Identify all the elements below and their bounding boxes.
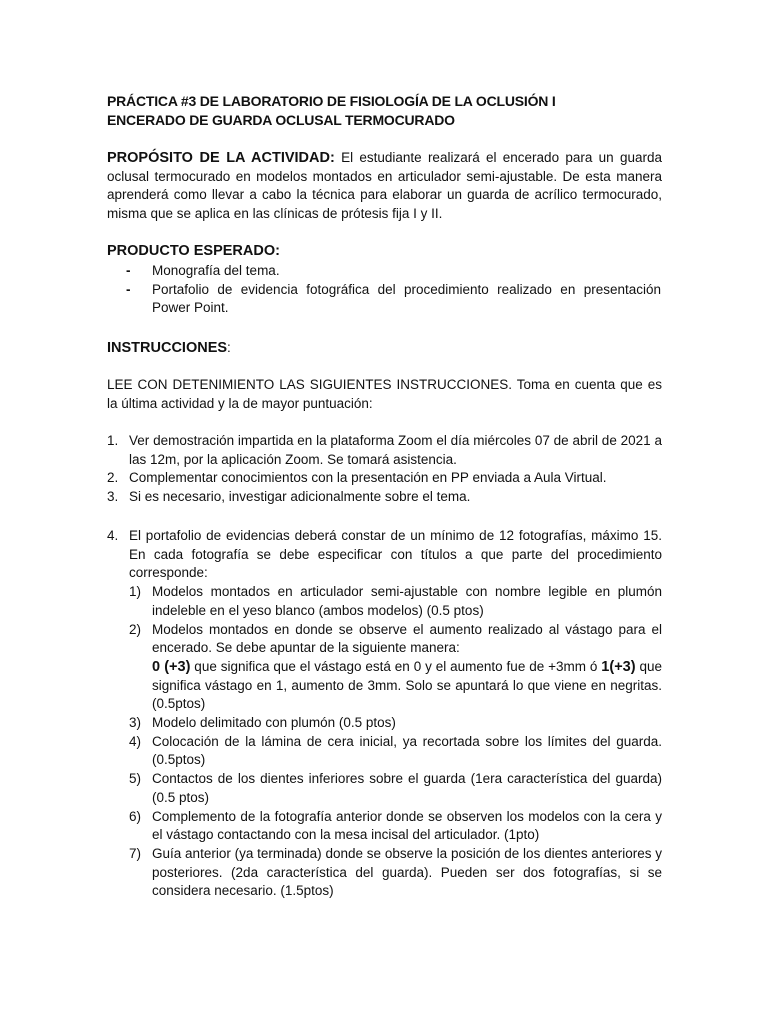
- step-4-list: [107, 527, 662, 901]
- list-item: [107, 432, 662, 469]
- sub-text: Contactos de los dientes inferiores sobre el guarda (1era característica del guarda) (0.5 ptos): [152, 771, 662, 805]
- code-example-1: 0 (+3): [152, 658, 191, 675]
- purpose-text: El estudiante realizará el encerado para un guarda oclusal termocurado en modelos montados en articulador semi-ajustable. De esta manera aprenderá como llevar a cabo la técnica para elaborar un guarda de acrílico termocurado, misma que se aplica en las clínicas de prótesis fija I y II.: [107, 150, 662, 222]
- list-item: [129, 808, 662, 845]
- list-item: [129, 733, 662, 770]
- list-item: [129, 714, 662, 733]
- list-item: [129, 583, 662, 620]
- sub-text: Colocación de la lámina de cera inicial, ya recortada sobre los límites del guarda. (0.5ptos): [152, 733, 662, 768]
- sub-number: 5): [129, 771, 142, 787]
- product-heading-block: [107, 242, 662, 261]
- product-list: [126, 262, 661, 318]
- sub-text: que significa que el vástago está en 0 y el aumento fue de +3mm ó: [190, 658, 602, 674]
- product-heading: PRODUCTO ESPERADO:: [107, 243, 280, 259]
- intro-text: LEE CON DETENIMIENTO LAS SIGUIENTES INSTRUCCIONES. Toma en cuenta que es la última actividad y la de mayor puntuación:: [107, 377, 662, 411]
- step-text: Ver demostración impartida en la plataforma Zoom el día miércoles 07 de abril de 2021 a las 12m, por la aplicación Zoom. Se tomará asistencia.: [129, 433, 662, 467]
- title-line-2: ENCERADO DE GUARDA OCLUSAL TERMOCURADO: [107, 112, 455, 128]
- sub-number: 6): [129, 808, 142, 824]
- step-text: Si es necesario, investigar adicionalmente sobre el tema.: [129, 489, 471, 505]
- sub-number: 3): [129, 715, 142, 731]
- sub-number: 7): [129, 845, 142, 861]
- step-text: El portafolio de evidencias deberá constar de un mínimo de 12 fotografías, máximo 15. En cada fotografía se debe especificar con títulos a que parte del procedimiento corresponde:: [129, 528, 662, 581]
- sub-number: 1): [129, 584, 142, 600]
- sub-text: Modelo delimitado con plumón (0.5 ptos): [152, 715, 396, 731]
- step-text: Complementar conocimientos con la presentación en PP enviada a Aula Virtual.: [129, 470, 607, 486]
- product-item-text: Monografía del tema.: [152, 263, 280, 278]
- code-example-2: 1(+3): [601, 658, 636, 675]
- title-line-1: PRÁCTICA #3 DE LABORATORIO DE FISIOLOGÍA DE LA OCLUSIÓN I: [107, 93, 556, 109]
- dash-bullet: -: [126, 263, 131, 278]
- step-number: 4.: [107, 528, 119, 543]
- list-item: [129, 621, 662, 715]
- list-item: [107, 527, 662, 901]
- sub-text: Complemento de la fotografía anterior donde se observen los modelos con la cera y el vástago contactando con la mesa incisal del articulador. (1pto): [152, 808, 662, 843]
- instructions-intro: [107, 376, 662, 413]
- sub-text: Guía anterior (ya terminada) donde se observe la posición de los dientes anteriores y posteriores. (2da característica del guarda). Pueden ser dos fotografías, si se considera necesario. (1.5ptos): [152, 845, 662, 899]
- document-title: [107, 92, 667, 130]
- step-number: 2.: [107, 470, 119, 486]
- instructions-colon: :: [227, 340, 231, 355]
- sub-text: que significa vástago en 1, aumento de 3mm. Solo se apuntará lo que viene en negritas. (0.5ptos): [152, 658, 662, 712]
- list-item: [126, 262, 661, 281]
- sub-number: 2): [129, 621, 142, 637]
- photo-requirements-list: [129, 583, 662, 901]
- sub-number: 4): [129, 733, 142, 749]
- purpose-section: [107, 149, 662, 224]
- sub-text: Modelos montados en donde se observe el aumento realizado al vástago para el encerado. Se debe apuntar de la siguiente manera:: [152, 621, 662, 656]
- step-number: 3.: [107, 489, 119, 505]
- list-item: [107, 469, 662, 488]
- instructions-heading: INSTRUCCIONES: [107, 340, 228, 356]
- list-item: [129, 845, 662, 901]
- list-item: [107, 488, 662, 507]
- list-item: [126, 281, 661, 318]
- list-item: [129, 770, 662, 807]
- step-number: 1.: [107, 433, 119, 448]
- dash-bullet: -: [126, 281, 131, 297]
- product-item-text: Portafolio de evidencia fotográfica del procedimiento realizado en presentación Power Point.: [152, 281, 661, 316]
- sub-text: Modelos montados en articulador semi-ajustable con nombre legible en plumón indeleble en el yeso blanco (ambos modelos) (0.5 ptos): [152, 584, 662, 618]
- purpose-heading: PROPÓSITO DE LA ACTIVIDAD:: [107, 150, 335, 166]
- steps-list: [107, 432, 662, 507]
- instructions-heading-block: [107, 339, 662, 358]
